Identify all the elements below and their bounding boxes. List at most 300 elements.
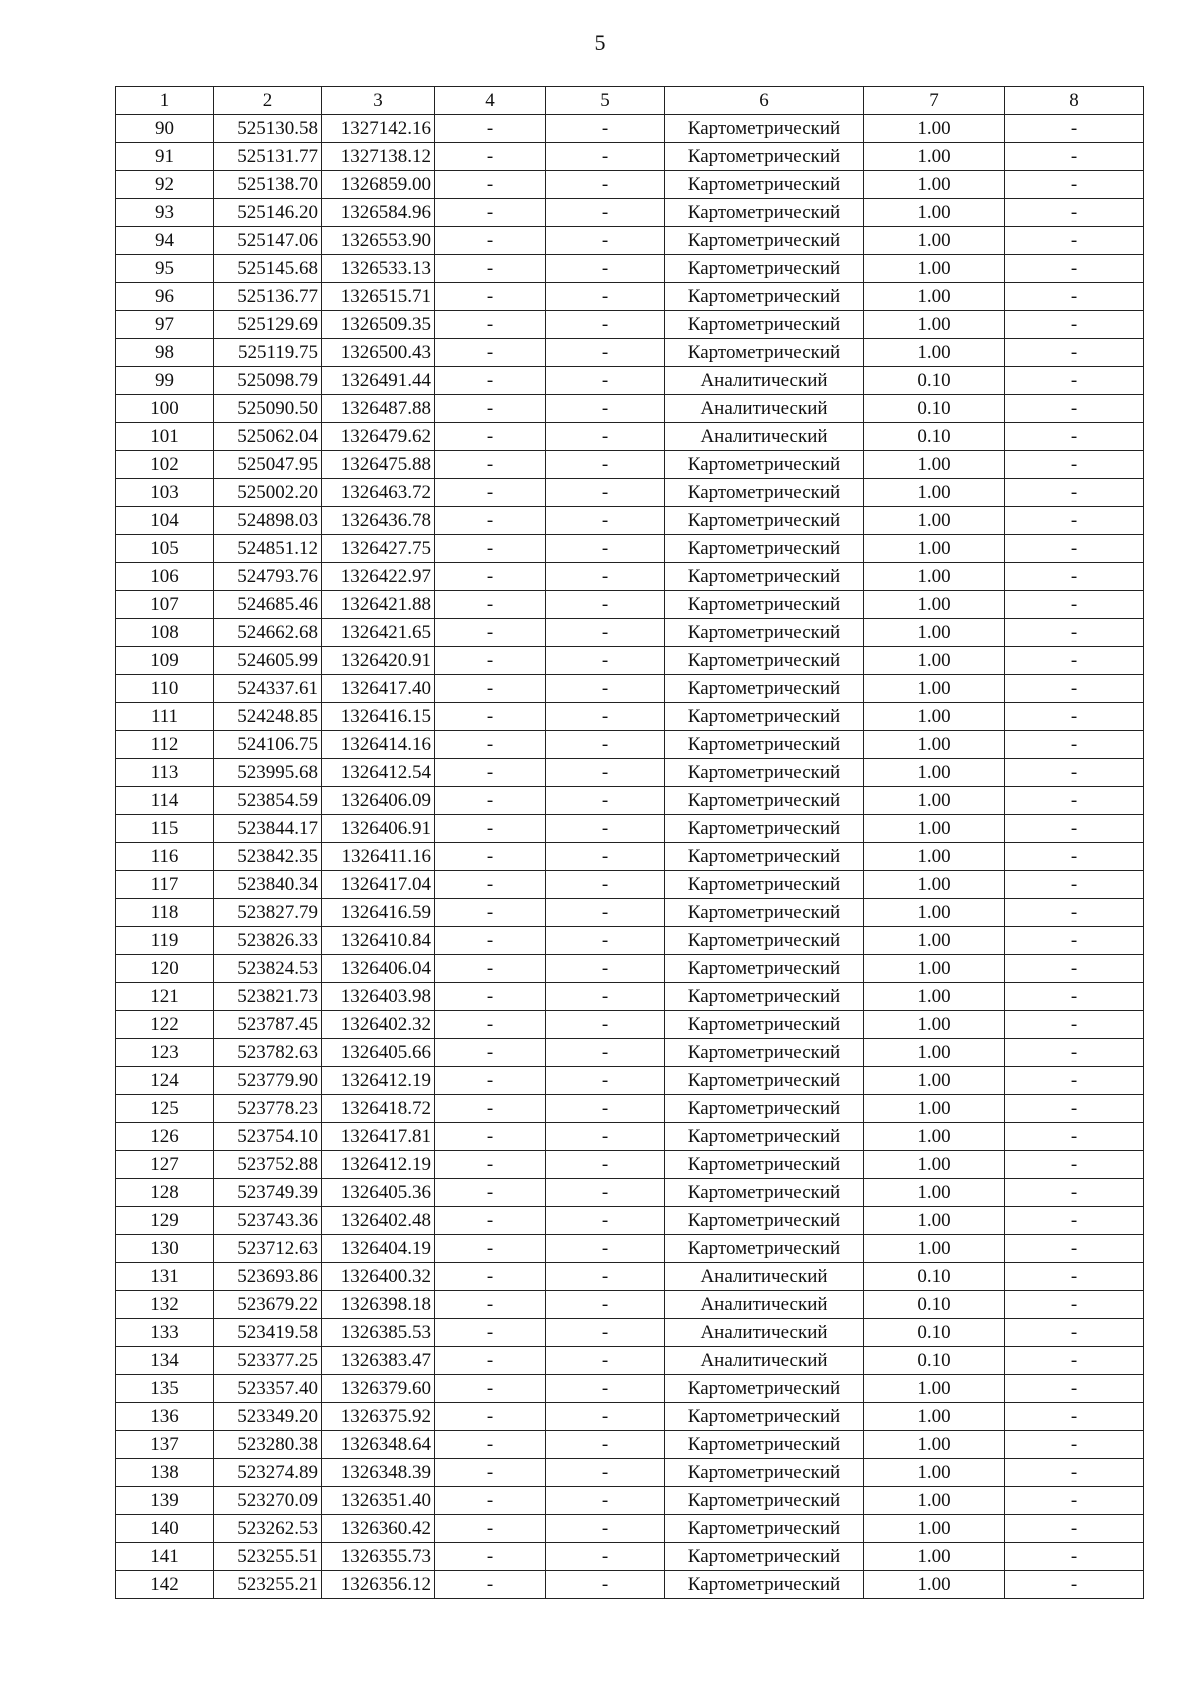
col8-cell: -: [1005, 843, 1144, 871]
x-coordinate-cell: 523844.17: [214, 815, 322, 843]
x-coordinate-cell: 524685.46: [214, 591, 322, 619]
method-cell: Картометрический: [665, 1543, 864, 1571]
y-coordinate-cell: 1326427.75: [322, 535, 435, 563]
y-coordinate-cell: 1326509.35: [322, 311, 435, 339]
col5-cell: -: [546, 115, 665, 143]
point-number-cell: 118: [116, 899, 214, 927]
point-number-cell: 137: [116, 1431, 214, 1459]
col4-cell: -: [435, 591, 546, 619]
point-number-cell: 139: [116, 1487, 214, 1515]
x-coordinate-cell: 523842.35: [214, 843, 322, 871]
method-cell: Картометрический: [665, 1011, 864, 1039]
method-cell: Картометрический: [665, 899, 864, 927]
col5-cell: -: [546, 199, 665, 227]
point-number-cell: 133: [116, 1319, 214, 1347]
method-cell: Аналитический: [665, 395, 864, 423]
table-row: [116, 1459, 1144, 1487]
x-coordinate-cell: 525129.69: [214, 311, 322, 339]
table-row: [116, 451, 1144, 479]
col8-cell: -: [1005, 451, 1144, 479]
method-cell: Картометрический: [665, 451, 864, 479]
col8-cell: -: [1005, 955, 1144, 983]
accuracy-cell: 0.10: [864, 1319, 1005, 1347]
x-coordinate-cell: 525138.70: [214, 171, 322, 199]
table-row: [116, 1319, 1144, 1347]
col8-cell: -: [1005, 1235, 1144, 1263]
point-number-cell: 93: [116, 199, 214, 227]
point-number-cell: 121: [116, 983, 214, 1011]
accuracy-cell: 1.00: [864, 591, 1005, 619]
method-cell: Картометрический: [665, 563, 864, 591]
col8-cell: -: [1005, 815, 1144, 843]
table-row: [116, 619, 1144, 647]
point-number-cell: 135: [116, 1375, 214, 1403]
col4-cell: -: [435, 647, 546, 675]
col4-cell: -: [435, 787, 546, 815]
y-coordinate-cell: 1326405.66: [322, 1039, 435, 1067]
y-coordinate-cell: 1326355.73: [322, 1543, 435, 1571]
col4-cell: -: [435, 1207, 546, 1235]
table-row: [116, 787, 1144, 815]
col5-cell: -: [546, 1571, 665, 1599]
accuracy-cell: 0.10: [864, 1263, 1005, 1291]
point-number-cell: 109: [116, 647, 214, 675]
accuracy-cell: 1.00: [864, 535, 1005, 563]
col8-cell: -: [1005, 1375, 1144, 1403]
accuracy-cell: 1.00: [864, 339, 1005, 367]
col4-cell: -: [435, 507, 546, 535]
col5-cell: -: [546, 1431, 665, 1459]
col4-cell: -: [435, 1487, 546, 1515]
x-coordinate-cell: 525062.04: [214, 423, 322, 451]
table-row: [116, 423, 1144, 451]
table-row: [116, 1235, 1144, 1263]
y-coordinate-cell: 1326515.71: [322, 283, 435, 311]
col5-cell: -: [546, 171, 665, 199]
col4-cell: -: [435, 143, 546, 171]
point-number-cell: 124: [116, 1067, 214, 1095]
col8-cell: -: [1005, 1095, 1144, 1123]
y-coordinate-cell: 1326414.16: [322, 731, 435, 759]
point-number-cell: 134: [116, 1347, 214, 1375]
table-row: [116, 647, 1144, 675]
table-row: [116, 535, 1144, 563]
x-coordinate-cell: 523749.39: [214, 1179, 322, 1207]
table-row: [116, 927, 1144, 955]
x-coordinate-cell: 524851.12: [214, 535, 322, 563]
y-coordinate-cell: 1326398.18: [322, 1291, 435, 1319]
col8-cell: -: [1005, 927, 1144, 955]
x-coordinate-cell: 523779.90: [214, 1067, 322, 1095]
col4-cell: -: [435, 1459, 546, 1487]
accuracy-cell: 1.00: [864, 563, 1005, 591]
table-row: [116, 1263, 1144, 1291]
col4-cell: -: [435, 1543, 546, 1571]
accuracy-cell: 1.00: [864, 311, 1005, 339]
table-row: [116, 507, 1144, 535]
point-number-cell: 127: [116, 1151, 214, 1179]
col4-cell: -: [435, 1319, 546, 1347]
method-cell: Аналитический: [665, 367, 864, 395]
x-coordinate-cell: 523854.59: [214, 787, 322, 815]
y-coordinate-cell: 1326421.65: [322, 619, 435, 647]
point-number-cell: 107: [116, 591, 214, 619]
point-number-cell: 119: [116, 927, 214, 955]
y-coordinate-cell: 1326479.62: [322, 423, 435, 451]
col4-cell: -: [435, 899, 546, 927]
point-number-cell: 123: [116, 1039, 214, 1067]
col5-cell: -: [546, 255, 665, 283]
point-number-cell: 91: [116, 143, 214, 171]
col4-cell: -: [435, 1431, 546, 1459]
col8-cell: -: [1005, 1011, 1144, 1039]
y-coordinate-cell: 1326383.47: [322, 1347, 435, 1375]
y-coordinate-cell: 1326417.40: [322, 675, 435, 703]
col5-cell: -: [546, 1347, 665, 1375]
table-row: [116, 1123, 1144, 1151]
point-number-cell: 130: [116, 1235, 214, 1263]
method-cell: Картометрический: [665, 619, 864, 647]
col5-cell: -: [546, 311, 665, 339]
col8-cell: -: [1005, 619, 1144, 647]
method-cell: Картометрический: [665, 115, 864, 143]
x-coordinate-cell: 525147.06: [214, 227, 322, 255]
y-coordinate-cell: 1326402.32: [322, 1011, 435, 1039]
col5-cell: -: [546, 563, 665, 591]
table-row: [116, 395, 1144, 423]
x-coordinate-cell: 524605.99: [214, 647, 322, 675]
col5-cell: -: [546, 927, 665, 955]
column-header: 4: [435, 87, 546, 115]
method-cell: Картометрический: [665, 1095, 864, 1123]
col5-cell: -: [546, 731, 665, 759]
col4-cell: -: [435, 1123, 546, 1151]
col8-cell: -: [1005, 395, 1144, 423]
col5-cell: -: [546, 983, 665, 1011]
point-number-cell: 126: [116, 1123, 214, 1151]
method-cell: Картометрический: [665, 479, 864, 507]
point-number-cell: 101: [116, 423, 214, 451]
col4-cell: -: [435, 731, 546, 759]
table-row: [116, 115, 1144, 143]
accuracy-cell: 1.00: [864, 1571, 1005, 1599]
method-cell: Картометрический: [665, 227, 864, 255]
accuracy-cell: 0.10: [864, 1347, 1005, 1375]
col4-cell: -: [435, 1179, 546, 1207]
point-number-cell: 105: [116, 535, 214, 563]
col5-cell: -: [546, 899, 665, 927]
accuracy-cell: 1.00: [864, 451, 1005, 479]
page-number: 5: [594, 30, 606, 55]
method-cell: Картометрический: [665, 1431, 864, 1459]
y-coordinate-cell: 1326375.92: [322, 1403, 435, 1431]
table-row: [116, 311, 1144, 339]
col8-cell: -: [1005, 423, 1144, 451]
y-coordinate-cell: 1326379.60: [322, 1375, 435, 1403]
col8-cell: -: [1005, 899, 1144, 927]
table-row: [116, 871, 1144, 899]
col4-cell: -: [435, 563, 546, 591]
method-cell: Картометрический: [665, 927, 864, 955]
col5-cell: -: [546, 1487, 665, 1515]
col8-cell: -: [1005, 1403, 1144, 1431]
col5-cell: -: [546, 1515, 665, 1543]
y-coordinate-cell: 1326402.48: [322, 1207, 435, 1235]
method-cell: Картометрический: [665, 1515, 864, 1543]
method-cell: Картометрический: [665, 339, 864, 367]
table-row: [116, 1095, 1144, 1123]
col5-cell: -: [546, 143, 665, 171]
col8-cell: -: [1005, 507, 1144, 535]
col5-cell: -: [546, 843, 665, 871]
col5-cell: -: [546, 395, 665, 423]
col8-cell: -: [1005, 1459, 1144, 1487]
col5-cell: -: [546, 423, 665, 451]
accuracy-cell: 1.00: [864, 1151, 1005, 1179]
col4-cell: -: [435, 1039, 546, 1067]
method-cell: Картометрический: [665, 983, 864, 1011]
accuracy-cell: 1.00: [864, 1123, 1005, 1151]
col4-cell: -: [435, 283, 546, 311]
col5-cell: -: [546, 1123, 665, 1151]
col5-cell: -: [546, 367, 665, 395]
y-coordinate-cell: 1326487.88: [322, 395, 435, 423]
x-coordinate-cell: 523826.33: [214, 927, 322, 955]
table-header-row: [116, 87, 1144, 115]
y-coordinate-cell: 1326422.97: [322, 563, 435, 591]
method-cell: Картометрический: [665, 675, 864, 703]
x-coordinate-cell: 523754.10: [214, 1123, 322, 1151]
x-coordinate-cell: 525130.58: [214, 115, 322, 143]
table-row: [116, 1151, 1144, 1179]
point-number-cell: 136: [116, 1403, 214, 1431]
col8-cell: -: [1005, 255, 1144, 283]
y-coordinate-cell: 1326436.78: [322, 507, 435, 535]
col5-cell: -: [546, 1291, 665, 1319]
y-coordinate-cell: 1327138.12: [322, 143, 435, 171]
method-cell: Аналитический: [665, 1291, 864, 1319]
method-cell: Картометрический: [665, 871, 864, 899]
col4-cell: -: [435, 1235, 546, 1263]
col4-cell: -: [435, 339, 546, 367]
x-coordinate-cell: 523349.20: [214, 1403, 322, 1431]
table-row: [116, 339, 1144, 367]
x-coordinate-cell: 525146.20: [214, 199, 322, 227]
table-row: [116, 983, 1144, 1011]
accuracy-cell: 1.00: [864, 871, 1005, 899]
x-coordinate-cell: 524793.76: [214, 563, 322, 591]
accuracy-cell: 1.00: [864, 647, 1005, 675]
x-coordinate-cell: 524337.61: [214, 675, 322, 703]
accuracy-cell: 1.00: [864, 731, 1005, 759]
col8-cell: -: [1005, 171, 1144, 199]
point-number-cell: 99: [116, 367, 214, 395]
col5-cell: -: [546, 1151, 665, 1179]
col5-cell: -: [546, 507, 665, 535]
method-cell: Картометрический: [665, 955, 864, 983]
point-number-cell: 110: [116, 675, 214, 703]
point-number-cell: 114: [116, 787, 214, 815]
col4-cell: -: [435, 1067, 546, 1095]
point-number-cell: 94: [116, 227, 214, 255]
col8-cell: -: [1005, 1571, 1144, 1599]
y-coordinate-cell: 1326418.72: [322, 1095, 435, 1123]
y-coordinate-cell: 1326356.12: [322, 1571, 435, 1599]
col4-cell: -: [435, 199, 546, 227]
x-coordinate-cell: 523274.89: [214, 1459, 322, 1487]
col4-cell: -: [435, 1347, 546, 1375]
table-row: [116, 1039, 1144, 1067]
table-row: [116, 1543, 1144, 1571]
col4-cell: -: [435, 311, 546, 339]
col5-cell: -: [546, 1375, 665, 1403]
table-row: [116, 143, 1144, 171]
method-cell: Аналитический: [665, 1319, 864, 1347]
point-number-cell: 132: [116, 1291, 214, 1319]
accuracy-cell: 1.00: [864, 1487, 1005, 1515]
col8-cell: -: [1005, 1151, 1144, 1179]
method-cell: Картометрический: [665, 731, 864, 759]
table-row: [116, 283, 1144, 311]
x-coordinate-cell: 524106.75: [214, 731, 322, 759]
table-row: [116, 1571, 1144, 1599]
col4-cell: -: [435, 227, 546, 255]
table-row: [116, 199, 1144, 227]
x-coordinate-cell: 523995.68: [214, 759, 322, 787]
col4-cell: -: [435, 115, 546, 143]
accuracy-cell: 1.00: [864, 1403, 1005, 1431]
method-cell: Картометрический: [665, 311, 864, 339]
col8-cell: -: [1005, 143, 1144, 171]
col8-cell: -: [1005, 1347, 1144, 1375]
point-number-cell: 103: [116, 479, 214, 507]
col4-cell: -: [435, 255, 546, 283]
table-row: [116, 731, 1144, 759]
col8-cell: -: [1005, 535, 1144, 563]
method-cell: Картометрический: [665, 507, 864, 535]
col8-cell: -: [1005, 703, 1144, 731]
point-number-cell: 102: [116, 451, 214, 479]
method-cell: Картометрический: [665, 283, 864, 311]
y-coordinate-cell: 1326421.88: [322, 591, 435, 619]
col5-cell: -: [546, 787, 665, 815]
col5-cell: -: [546, 619, 665, 647]
column-header: 2: [214, 87, 322, 115]
y-coordinate-cell: 1326412.19: [322, 1151, 435, 1179]
y-coordinate-cell: 1326553.90: [322, 227, 435, 255]
x-coordinate-cell: 525002.20: [214, 479, 322, 507]
y-coordinate-cell: 1326416.15: [322, 703, 435, 731]
table-row: [116, 1067, 1144, 1095]
table-row: [116, 1179, 1144, 1207]
col4-cell: -: [435, 619, 546, 647]
point-number-cell: 92: [116, 171, 214, 199]
col8-cell: -: [1005, 675, 1144, 703]
table-row: [116, 1291, 1144, 1319]
col5-cell: -: [546, 479, 665, 507]
method-cell: Картометрический: [665, 1151, 864, 1179]
method-cell: Картометрический: [665, 199, 864, 227]
column-header: 5: [546, 87, 665, 115]
x-coordinate-cell: 523377.25: [214, 1347, 322, 1375]
method-cell: Картометрический: [665, 1179, 864, 1207]
y-coordinate-cell: 1326420.91: [322, 647, 435, 675]
x-coordinate-cell: 524248.85: [214, 703, 322, 731]
y-coordinate-cell: 1326400.32: [322, 1263, 435, 1291]
col5-cell: -: [546, 1319, 665, 1347]
column-header: 7: [864, 87, 1005, 115]
x-coordinate-cell: 524662.68: [214, 619, 322, 647]
point-number-cell: 131: [116, 1263, 214, 1291]
y-coordinate-cell: 1326417.81: [322, 1123, 435, 1151]
y-coordinate-cell: 1327142.16: [322, 115, 435, 143]
point-number-cell: 90: [116, 115, 214, 143]
x-coordinate-cell: 524898.03: [214, 507, 322, 535]
col4-cell: -: [435, 367, 546, 395]
point-number-cell: 128: [116, 1179, 214, 1207]
x-coordinate-cell: 523255.21: [214, 1571, 322, 1599]
col4-cell: -: [435, 759, 546, 787]
method-cell: Картометрический: [665, 1235, 864, 1263]
x-coordinate-cell: 523693.86: [214, 1263, 322, 1291]
col4-cell: -: [435, 703, 546, 731]
accuracy-cell: 1.00: [864, 1459, 1005, 1487]
accuracy-cell: 1.00: [864, 283, 1005, 311]
x-coordinate-cell: 523743.36: [214, 1207, 322, 1235]
col8-cell: -: [1005, 283, 1144, 311]
accuracy-cell: 1.00: [864, 787, 1005, 815]
col4-cell: -: [435, 1403, 546, 1431]
table-row: [116, 1011, 1144, 1039]
col4-cell: -: [435, 675, 546, 703]
col5-cell: -: [546, 1207, 665, 1235]
col5-cell: -: [546, 1179, 665, 1207]
accuracy-cell: 1.00: [864, 1011, 1005, 1039]
x-coordinate-cell: 525090.50: [214, 395, 322, 423]
col5-cell: -: [546, 647, 665, 675]
col5-cell: -: [546, 1067, 665, 1095]
y-coordinate-cell: 1326351.40: [322, 1487, 435, 1515]
x-coordinate-cell: 523778.23: [214, 1095, 322, 1123]
point-number-cell: 95: [116, 255, 214, 283]
x-coordinate-cell: 523712.63: [214, 1235, 322, 1263]
col8-cell: -: [1005, 1179, 1144, 1207]
point-number-cell: 112: [116, 731, 214, 759]
col5-cell: -: [546, 955, 665, 983]
col5-cell: -: [546, 703, 665, 731]
col5-cell: -: [546, 227, 665, 255]
method-cell: Картометрический: [665, 1571, 864, 1599]
accuracy-cell: 1.00: [864, 955, 1005, 983]
y-coordinate-cell: 1326405.36: [322, 1179, 435, 1207]
y-coordinate-cell: 1326410.84: [322, 927, 435, 955]
method-cell: Картометрический: [665, 1039, 864, 1067]
point-number-cell: 140: [116, 1515, 214, 1543]
coordinates-table: [115, 86, 1144, 1599]
method-cell: Картометрический: [665, 535, 864, 563]
y-coordinate-cell: 1326360.42: [322, 1515, 435, 1543]
col8-cell: -: [1005, 1291, 1144, 1319]
method-cell: Картометрический: [665, 1123, 864, 1151]
accuracy-cell: 1.00: [864, 115, 1005, 143]
y-coordinate-cell: 1326348.64: [322, 1431, 435, 1459]
accuracy-cell: 1.00: [864, 843, 1005, 871]
x-coordinate-cell: 525136.77: [214, 283, 322, 311]
x-coordinate-cell: 523280.38: [214, 1431, 322, 1459]
col8-cell: -: [1005, 1123, 1144, 1151]
table-row: [116, 759, 1144, 787]
table-row: [116, 703, 1144, 731]
